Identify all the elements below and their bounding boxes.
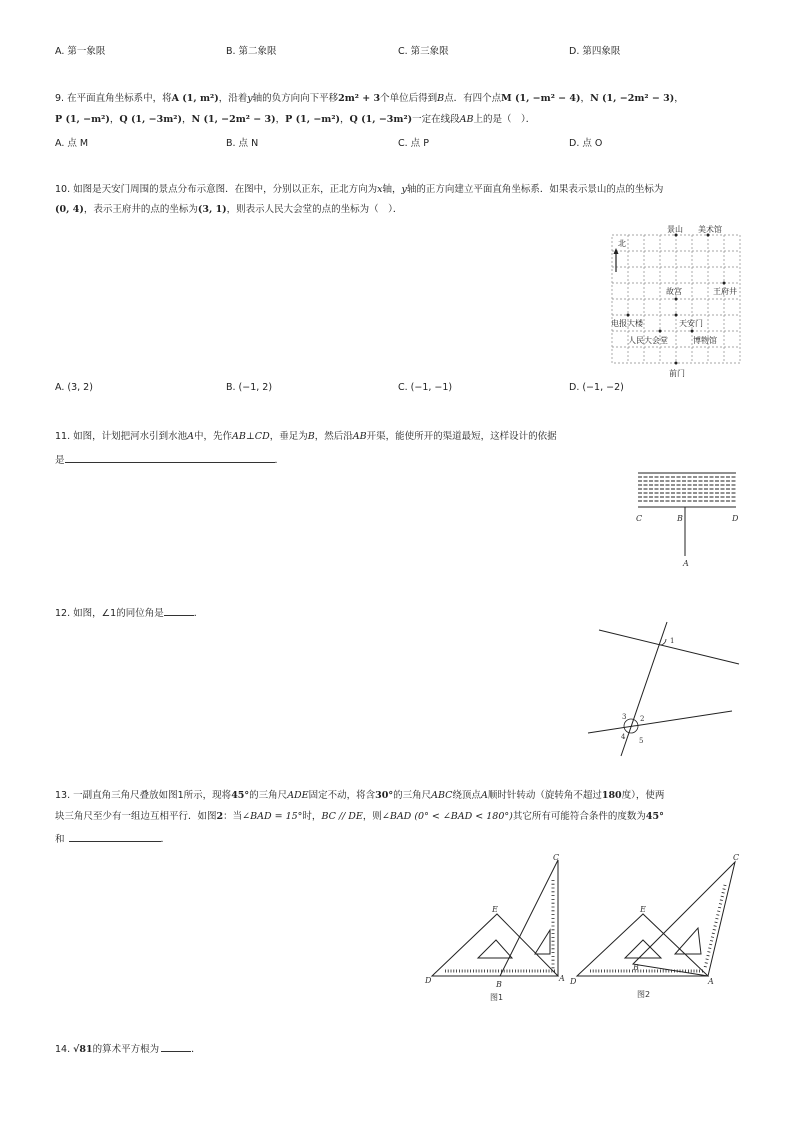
q12-label-3: 3 bbox=[622, 713, 627, 721]
q10-text: 10. 如图是天安门周围的景点分布示意图．在图中，分别以正东，正北方向为 bbox=[55, 184, 378, 195]
q11-text: 中，先作 bbox=[194, 431, 233, 442]
q9-text: 上的是（ ）． bbox=[473, 114, 536, 125]
q11-text: ，垂足为 bbox=[269, 431, 308, 442]
q13-range: ∠BAD (0° < ∠BAD < 180°) bbox=[381, 811, 513, 822]
q13-deg45: 45° bbox=[231, 790, 250, 801]
q9-option-c: C. 点 P bbox=[398, 138, 429, 149]
q9-ab: AB bbox=[459, 114, 474, 125]
q10-map-figure bbox=[605, 222, 745, 382]
q10-y: y bbox=[401, 184, 407, 195]
q11-label-c: C bbox=[636, 514, 643, 523]
q12-answer-blank[interactable] bbox=[164, 605, 194, 616]
map-label-dianbao: 电报大楼 bbox=[611, 319, 643, 328]
q8-option-b: B. 第二象限 bbox=[226, 46, 277, 57]
map-label-meishuguan: 美术馆 bbox=[698, 225, 722, 234]
q13-text: ． bbox=[160, 834, 171, 845]
q10-coord-wangfujing: (3, 1) bbox=[197, 204, 227, 215]
q13-abc: ABC bbox=[431, 790, 453, 801]
q11-label-d: D bbox=[732, 514, 739, 523]
q9-point-p2: P (1, −m²) bbox=[285, 114, 341, 125]
q11-text: 11. 如图，计划把河水引到水池 bbox=[55, 431, 188, 442]
q13-stem-line1 bbox=[55, 789, 664, 803]
q13-text: 其它所有可能符合条件的度数为 bbox=[512, 811, 646, 822]
map-label-renmin: 人民大会堂 bbox=[628, 336, 668, 345]
q13-stem-line3 bbox=[55, 831, 170, 847]
q14-prefix: 14. bbox=[55, 1044, 71, 1055]
fig2-caption: 图2 bbox=[637, 990, 651, 999]
q9-point-n: N (1, −2m² − 3) bbox=[590, 93, 675, 104]
river-lines bbox=[638, 473, 736, 507]
q13-answer-blank[interactable] bbox=[69, 831, 161, 842]
q11-stem-line1 bbox=[55, 430, 557, 444]
q9-point-p: P (1, −m²) bbox=[55, 114, 110, 125]
map-label-jingshan: 景山 bbox=[667, 225, 683, 234]
q13-text: 的三角尺 bbox=[249, 790, 288, 801]
q9-point-a: A (1, m²) bbox=[171, 93, 219, 104]
fig2-label-c: C bbox=[733, 853, 740, 862]
triangle-ade bbox=[432, 914, 558, 976]
q12-stem bbox=[55, 605, 203, 621]
map-label-north: 北 bbox=[618, 239, 626, 248]
q13-text: 13. 一副直角三角尺叠放如图1所示，现将 bbox=[55, 790, 232, 801]
q10-text: 轴， bbox=[382, 184, 402, 195]
q9-stem-line1: 9. 在平面直角坐标系中，将A (1, m²)，沿着y轴的负方向向下平移2m² + 3个单位后得到B点．有四个点M (1, −m² − 4)，N (1, −2m² − 3)， bbox=[55, 93, 684, 104]
q10-option-c: C. (−1, −1) bbox=[398, 382, 453, 393]
q13-ade: ADE bbox=[287, 790, 309, 801]
q10-option-b: B. (−1, 2) bbox=[226, 382, 273, 393]
map-label-gugong: 故宫 bbox=[666, 287, 682, 296]
q10-option-a: A. (3, 2) bbox=[55, 382, 93, 393]
q13-text: ：当 bbox=[223, 811, 243, 822]
q8-option-a: A. 第一象限 bbox=[55, 46, 106, 57]
q13-parallel: BC // DE bbox=[321, 811, 363, 822]
q13-text: 固定不动，将含 bbox=[308, 790, 376, 801]
q13-bad15: ∠BAD = 15° bbox=[242, 811, 303, 822]
q12-lines bbox=[588, 622, 739, 756]
q13-text: 块三角尺至少有一组边互相平行．如图 bbox=[55, 811, 217, 822]
q12-label-4: 4 bbox=[621, 733, 626, 741]
q13-deg30: 30° bbox=[375, 790, 394, 801]
q13-deg180: 180 bbox=[601, 790, 622, 801]
q9-point-n2: N (1, −2m² − 3) bbox=[191, 114, 276, 125]
q9-b: B bbox=[437, 93, 445, 104]
q8-option-d: D. 第四象限 bbox=[569, 46, 621, 57]
q11-answer-blank[interactable] bbox=[65, 452, 275, 463]
q9-stem-line2: P (1, −m²)，Q (1, −3m²)，N (1, −2m² − 3)，P (1, −m²)，Q (1, −3m²)一定在线段AB上的是（ ）． bbox=[55, 114, 536, 125]
q13-figure-2 bbox=[565, 850, 750, 1010]
triangle-ade-2 bbox=[577, 914, 708, 976]
triangle-abc bbox=[500, 860, 558, 976]
q9-point-q2: Q (1, −3m²) bbox=[349, 114, 413, 125]
q8-option-c: C. 第三象限 bbox=[398, 46, 449, 57]
q9-shift: 2m² + 3 bbox=[338, 93, 381, 104]
q13-text: 和 bbox=[55, 834, 65, 845]
fig1-label-b: B bbox=[496, 980, 502, 989]
q11-text: ，然后沿 bbox=[314, 431, 353, 442]
q9-text: ，沿着 bbox=[218, 93, 248, 104]
q12-label-1: 1 bbox=[670, 637, 675, 645]
ruler-ticks-vertical-2 bbox=[705, 885, 725, 968]
q13-text: 的三角尺 bbox=[393, 790, 432, 801]
q10-option-d: D. (−1, −2) bbox=[569, 382, 624, 393]
map-label-wangfujing: 王府井 bbox=[713, 287, 737, 296]
fig2-label-d: D bbox=[570, 977, 577, 986]
q12-text: ． bbox=[193, 608, 204, 619]
fig2-label-b: B bbox=[633, 963, 639, 972]
q11-stem-line2 bbox=[55, 452, 284, 468]
q13-fig2: 2 bbox=[216, 811, 224, 822]
q12-text: 12. 如图，∠1的同位角是 bbox=[55, 608, 164, 619]
q11-ab: AB bbox=[352, 431, 367, 442]
q11-text: 开渠，能使所开的渠道最短，这样设计的依据 bbox=[366, 431, 557, 442]
q9-y: y bbox=[247, 93, 253, 104]
fig1-label-d: D bbox=[425, 976, 432, 985]
q13-stem-line2 bbox=[55, 810, 664, 824]
q9-option-a: A. 点 M bbox=[55, 138, 89, 149]
q11-text: ． bbox=[274, 455, 285, 466]
q9-option-d: D. 点 O bbox=[569, 138, 603, 149]
q14-text: ． bbox=[191, 1044, 201, 1055]
q12-label-2: 2 bbox=[640, 715, 645, 723]
fig1-label-a: A bbox=[559, 974, 565, 983]
q9-point-m: M (1, −m² − 4) bbox=[501, 93, 581, 104]
q13-a: A bbox=[480, 790, 488, 801]
q10-text: 轴的正方向建立平面直角坐标系．如果表示景山的点的坐标为 bbox=[406, 184, 664, 195]
fig2-label-a: A bbox=[708, 977, 714, 986]
q11-river-figure bbox=[628, 470, 743, 570]
q13-deg45b: 45° bbox=[645, 811, 664, 822]
q14-answer-blank[interactable] bbox=[161, 1041, 191, 1052]
q13-text: 度），使两 bbox=[621, 790, 665, 801]
q13-text: 绕顶点 bbox=[452, 790, 481, 801]
q9-text: 一定在线段 bbox=[412, 114, 460, 125]
q11-text: 是 bbox=[55, 455, 65, 466]
q9-text: 点．有四个点 bbox=[444, 93, 502, 104]
q11-perp: AB⊥CD bbox=[232, 431, 270, 442]
q10-stem-line2 bbox=[55, 203, 402, 217]
fig1-label-c: C bbox=[553, 853, 560, 862]
q9-text: 个单位后得到 bbox=[380, 93, 438, 104]
q9-text: 轴的负方向向下平移 bbox=[252, 93, 339, 104]
map-label-qianmen: 前门 bbox=[669, 369, 685, 378]
q10-coord-jingshan: (0, 4) bbox=[55, 204, 84, 215]
q9-text: 9. 在平面直角坐标系中，将 bbox=[55, 93, 172, 104]
q12-angles-figure bbox=[585, 620, 745, 760]
q13-text: 顺时针转动（旋转角不超过 bbox=[487, 790, 602, 801]
q10-stem-line1 bbox=[55, 183, 663, 197]
map-label-tiananmen: 天安门 bbox=[679, 319, 703, 328]
fig2-label-e: E bbox=[640, 905, 646, 914]
q11-a: A bbox=[187, 431, 195, 442]
q13-text: 时， bbox=[302, 811, 322, 822]
q10-text: ，则表示人民大会堂的点的坐标为（ ）． bbox=[226, 204, 403, 215]
q14-text: 的算术平方根为 bbox=[92, 1044, 160, 1055]
q9-point-q: Q (1, −3m²) bbox=[119, 114, 182, 125]
q14-sqrt: √81 bbox=[73, 1044, 93, 1055]
map-label-bowuguan: 博物馆 bbox=[693, 336, 717, 345]
q11-label-a: A bbox=[683, 559, 689, 568]
q12-label-5: 5 bbox=[639, 737, 644, 745]
q10-text: ，表示王府井的点的坐标为 bbox=[83, 204, 198, 215]
q11-label-b: B bbox=[677, 514, 683, 523]
q13-figure-1 bbox=[420, 850, 570, 1010]
q11-b: B bbox=[307, 431, 315, 442]
q10-x: x bbox=[377, 184, 383, 195]
fig1-caption: 图1 bbox=[490, 993, 504, 1002]
fig1-label-e: E bbox=[492, 905, 498, 914]
q13-text: ，则 bbox=[362, 811, 382, 822]
q9-option-b: B. 点 N bbox=[226, 138, 259, 149]
q14-stem bbox=[55, 1041, 201, 1057]
